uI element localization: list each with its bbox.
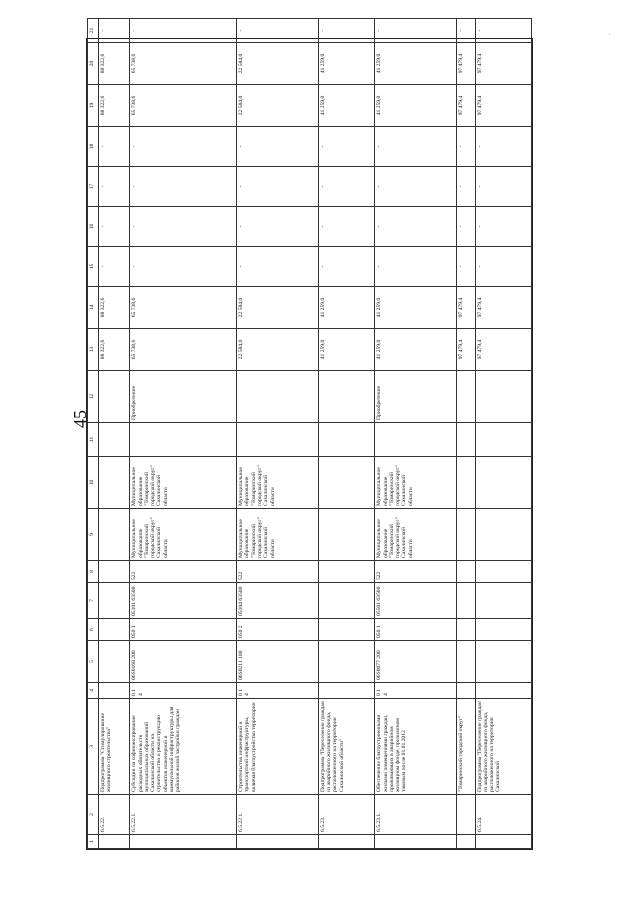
table-cell <box>99 509 130 561</box>
table-cell: - <box>237 19 319 43</box>
table-cell <box>99 835 130 849</box>
rotated-table-frame <box>86 27 533 850</box>
table-cell: 41 259,0 <box>318 43 374 85</box>
table-cell: Приобретение <box>130 371 237 423</box>
table-cell <box>456 509 475 561</box>
table-cell <box>375 423 457 457</box>
table-cell <box>237 835 319 849</box>
table-cell <box>475 619 532 641</box>
table-cell: 05101 63500 <box>130 583 237 619</box>
table-cell: 22 584,0 <box>237 85 319 127</box>
table-cell: 97 479,4 <box>475 329 532 371</box>
table-cell <box>456 561 475 583</box>
table-cell <box>475 509 532 561</box>
table-cell: 06S0211 100 <box>237 641 319 683</box>
table-cell: - <box>130 167 237 207</box>
table-cell: 65 738,6 <box>130 85 237 127</box>
table-cell: 65 738,6 <box>130 43 237 85</box>
table-cell: - <box>475 127 532 167</box>
table-cell: Приобретение <box>375 371 457 423</box>
table-cell: - <box>456 19 475 43</box>
table-cell <box>130 423 237 457</box>
budget-table <box>87 18 532 849</box>
table-cell: - <box>130 247 237 287</box>
table-row <box>375 19 457 849</box>
table-cell: - <box>456 207 475 247</box>
table-cell: - <box>375 127 457 167</box>
table-cell: - <box>99 127 130 167</box>
table-cell <box>456 683 475 699</box>
table-cell: 522 <box>237 561 319 583</box>
table-cell: - <box>130 127 237 167</box>
table-cell: 97 479,4 <box>475 43 532 85</box>
table-cell <box>475 457 532 509</box>
table-cell: 0 1 4 <box>375 683 457 699</box>
table-row <box>475 19 532 849</box>
table-cell: 22 584,0 <box>237 287 319 329</box>
table-cell: - <box>375 207 457 247</box>
table-cell: Муниципальное образование "Томаринский городской округ" Сахалинской области <box>237 509 319 561</box>
column-header: 2 <box>88 795 99 835</box>
column-header: 20 <box>88 43 99 85</box>
table-cell <box>99 457 130 509</box>
table-cell <box>99 423 130 457</box>
table-cell <box>456 457 475 509</box>
column-header: 9 <box>88 509 99 561</box>
table-cell: 6.5.23.1. <box>375 795 457 835</box>
table-cell: - <box>475 247 532 287</box>
column-header: 4 <box>88 683 99 699</box>
table-cell <box>318 561 374 583</box>
table-cell: 6.5.22. <box>99 795 130 835</box>
table-cell: 97 479,4 <box>456 43 475 85</box>
table-cell: 41 259,0 <box>318 287 374 329</box>
table-cell: Муниципальное образование "Томаринский городской округ" Сахалинской области <box>130 509 237 561</box>
table-cell: - <box>475 19 532 43</box>
table-cell: Подпрограмма "Стимулирование жилищного строительства" <box>99 699 130 795</box>
table-cell: - <box>475 167 532 207</box>
table-cell <box>130 835 237 849</box>
column-header: 21 <box>88 19 99 43</box>
table-cell: - <box>456 167 475 207</box>
table-cell <box>99 561 130 583</box>
table-cell: - <box>456 247 475 287</box>
table-cell: 050 1 <box>130 619 237 641</box>
table-cell: 050 1 <box>375 619 457 641</box>
table-cell <box>456 795 475 835</box>
column-header: 7 <box>88 583 99 619</box>
column-header: 1 <box>88 835 99 849</box>
table-cell: 41 259,0 <box>375 85 457 127</box>
table-cell: 41 259,0 <box>375 329 457 371</box>
table-cell: 0 1 4 <box>237 683 319 699</box>
table-cell <box>475 583 532 619</box>
table-cell <box>318 619 374 641</box>
table-cell: - <box>318 19 374 43</box>
page-number: 45 <box>70 410 90 428</box>
table-cell: - <box>99 167 130 207</box>
table-cell: Строительство инженерной и транспортной инфраструктуры, включая благоустройство территории <box>237 699 319 795</box>
column-header: 14 <box>88 287 99 329</box>
table-row <box>237 19 319 849</box>
table-cell <box>475 835 532 849</box>
table-cell: Обеспечение благоустроенными жилыми помещениями граждан, проживающих в аварийном жилищном фонде, признанном таковым после 01.01.2012 <box>375 699 457 795</box>
table-cell: 6.5.22.1. <box>130 795 237 835</box>
scan-speck: · <box>608 30 611 39</box>
table-cell <box>99 641 130 683</box>
table-cell: - <box>318 207 374 247</box>
table-cell: 41 259,0 <box>375 287 457 329</box>
table-cell: 05104 63500 <box>237 583 319 619</box>
table-cell: 22 584,0 <box>237 329 319 371</box>
table-cell: - <box>456 127 475 167</box>
table-cell <box>456 423 475 457</box>
table-cell: - <box>375 247 457 287</box>
table-cell: 22 584,0 <box>237 43 319 85</box>
rotated-table-container <box>87 27 532 849</box>
column-header: 18 <box>88 127 99 167</box>
table-cell: - <box>99 247 130 287</box>
column-header: 10 <box>88 457 99 509</box>
table-cell <box>99 583 130 619</box>
table-cell: 6.5.24. <box>475 795 532 835</box>
table-cell: Подпрограмма "Переселение граждан из аварийного жилищного фонда, расположенного на территории Сахалинской <box>475 699 532 795</box>
table-cell <box>99 683 130 699</box>
column-header: 16 <box>88 207 99 247</box>
table-cell <box>456 583 475 619</box>
table-cell: 88 322,6 <box>99 287 130 329</box>
table-cell <box>456 371 475 423</box>
column-header: 3 <box>88 699 99 795</box>
table-cell: - <box>99 19 130 43</box>
table-cell <box>375 835 457 849</box>
table-cell: - <box>237 207 319 247</box>
table-cell: - <box>318 247 374 287</box>
table-cell: 65 738,6 <box>130 329 237 371</box>
table-cell: 522 <box>130 561 237 583</box>
table-cell: 41 259,0 <box>375 43 457 85</box>
table-row <box>318 19 374 849</box>
column-header: 12 <box>88 371 99 423</box>
table-cell: - <box>130 19 237 43</box>
table-cell: 65 738,6 <box>130 287 237 329</box>
table-cell <box>456 835 475 849</box>
table-cell <box>318 835 374 849</box>
table-cell: "Томаринский городской округ" <box>456 699 475 795</box>
table-cell: - <box>375 19 457 43</box>
table-cell: Муниципальное образование "Томаринский городской округ" Сахалинской области <box>130 457 237 509</box>
table-cell: Муниципальное образование "Томаринский городской округ" Сахалинской области <box>237 457 319 509</box>
table-cell <box>318 509 374 561</box>
table-row <box>130 19 237 849</box>
table-cell: 050 2 <box>237 619 319 641</box>
table-cell <box>318 371 374 423</box>
table-cell <box>237 423 319 457</box>
column-header: 15 <box>88 247 99 287</box>
table-cell: - <box>375 167 457 207</box>
table-cell: - <box>237 167 319 207</box>
table-cell: - <box>475 207 532 247</box>
table-cell: - <box>318 127 374 167</box>
table-cell <box>475 561 532 583</box>
table-cell <box>475 371 532 423</box>
table-cell: 41 259,0 <box>318 85 374 127</box>
table-cell <box>456 619 475 641</box>
table-cell: Муниципальное образование "Томаринский городской округ" Сахалинской области <box>375 509 457 561</box>
table-cell: 06S0077 200 <box>375 641 457 683</box>
table-cell <box>318 583 374 619</box>
table-cell: 05501 63500 <box>375 583 457 619</box>
table-cell: 41 259,0 <box>318 329 374 371</box>
table-cell: - <box>318 167 374 207</box>
table-cell: - <box>237 247 319 287</box>
table-cell: Муниципальное образование "Томаринский городской округ" Сахалинской области <box>375 457 457 509</box>
table-row <box>99 19 130 849</box>
table-cell: 88 322,6 <box>99 85 130 127</box>
column-header: 19 <box>88 85 99 127</box>
table-cell: 88 322,6 <box>99 43 130 85</box>
table-cell <box>318 457 374 509</box>
column-header: 11 <box>88 423 99 457</box>
column-header: 8 <box>88 561 99 583</box>
table-cell <box>475 641 532 683</box>
table-cell <box>99 619 130 641</box>
table-cell <box>318 423 374 457</box>
table-row <box>456 19 475 849</box>
column-header: 13 <box>88 329 99 371</box>
table-cell <box>475 423 532 457</box>
table-cell <box>318 683 374 699</box>
table-cell: Субсидии на софинансирование расходных обязательств муниципальных образований Сахалинской области на строительство и реконструкцию объектов инженерной и коммунальной инфраструктуры для районов жилой застройки граждан <box>130 699 237 795</box>
table-cell: 06S0168 200 <box>130 641 237 683</box>
table-cell: 88 322,6 <box>99 329 130 371</box>
table-cell: 6.5.23. <box>318 795 374 835</box>
table-cell <box>99 371 130 423</box>
table-cell: 97 479,4 <box>475 287 532 329</box>
table-cell: 97 479,4 <box>456 329 475 371</box>
table-cell: - <box>130 207 237 247</box>
table-cell: - <box>99 207 130 247</box>
table-cell: - <box>237 127 319 167</box>
table-cell <box>456 641 475 683</box>
table-cell: 522 <box>375 561 457 583</box>
table-cell: 6.5.22.1. <box>237 795 319 835</box>
table-cell: 97 479,4 <box>456 287 475 329</box>
table-cell <box>318 641 374 683</box>
column-header: 6 <box>88 619 99 641</box>
table-cell: Подпрограмма "Переселение граждан из аварийного жилищного фонда, расположенного на территории Сахалинской области" <box>318 699 374 795</box>
table-cell <box>237 371 319 423</box>
column-header: 17 <box>88 167 99 207</box>
table-cell: 97 479,4 <box>456 85 475 127</box>
table-cell <box>475 683 532 699</box>
column-header: 5 <box>88 641 99 683</box>
table-cell: 97 479,4 <box>475 85 532 127</box>
table-cell: 0 1 4 <box>130 683 237 699</box>
